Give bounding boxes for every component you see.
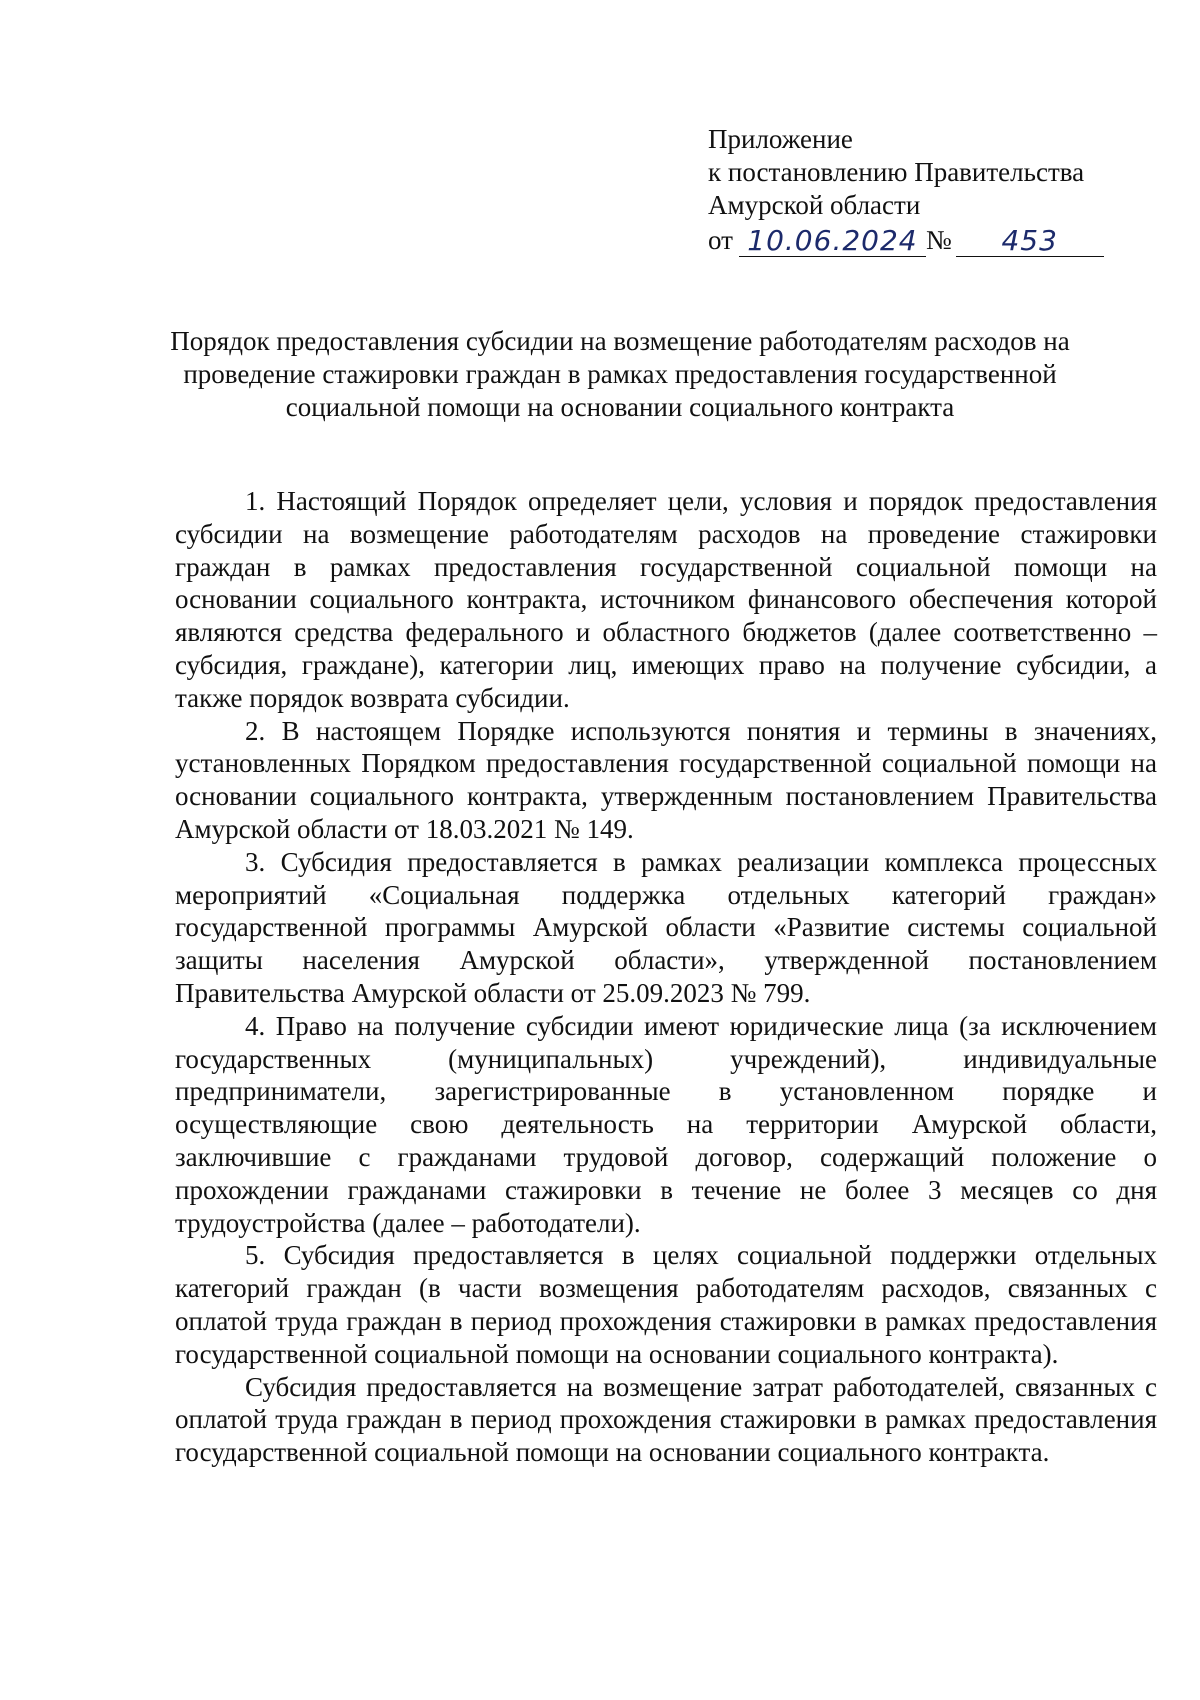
- annex-date-prefix: от: [708, 225, 733, 255]
- paragraph-4: 4. Право на получение субсидии имеют юридические лица (за исключением государственных (муниципальных) учреждений), индивидуальные предприниматели, зарегистрированные в установленном порядке и осуществляющие свою деятельность на территории Амурской области, заключившие с гражданами трудовой договор, содержащий положение о прохождении гражданами стажировки в течение не более 3 месяцев со дня трудоустройства (далее – работодатели).: [175, 1010, 1157, 1238]
- annex-resolution-reference: к постановлению Правительства: [708, 157, 1085, 187]
- annex-number-sign: №: [925, 225, 952, 255]
- annex-header: [708, 123, 1108, 257]
- annex-date-number-line: [708, 224, 1108, 257]
- paragraph-3: 3. Субсидия предоставляется в рамках реализации комплекса процессных мероприятий «Социальная поддержка отдельных категорий граждан» государственной программы Амурской области «Развитие системы социальной защиты населения Амурской области», утвержденной постановлением Правительства Амурской области от 25.09.2023 № 799.: [175, 846, 1157, 1008]
- document-title: Порядок предоставления субсидии на возмещение работодателям расходов на проведение стажировки граждан в рамках предоставления государственной социальной помощи на основании социального контракта: [170, 326, 1070, 422]
- paragraph-5-continuation: Субсидия предоставляется на возмещение затрат работодателей, связанных с оплатой труда граждан в период прохождения стажировки в рамках предоставления государственной социальной помощи на основании социального контракта.: [175, 1371, 1157, 1468]
- annex-label: Приложение: [708, 124, 853, 154]
- handwritten-date: 10.06.2024: [739, 226, 926, 257]
- handwritten-number: 453: [956, 226, 1104, 257]
- document-body: [175, 485, 1157, 1469]
- paragraph-2: 2. В настоящем Порядке используются понятия и термины в значениях, установленных Порядком предоставления государственной социальной помощи на основании социального контракта, утвержденным постановлением Правительства Амурской области от 18.03.2021 № 149.: [175, 715, 1157, 844]
- annex-region: Амурской области: [708, 190, 921, 220]
- paragraph-5: 5. Субсидия предоставляется в целях социальной поддержки отдельных категорий граждан (в части возмещения работодателям расходов, связанных с оплатой труда граждан в период прохождения стажировки в рамках предоставления государственной социальной помощи на основании социального контракта).: [175, 1240, 1157, 1369]
- paragraph-1: 1. Настоящий Порядок определяет цели, условия и порядок предоставления субсидии на возмещение работодателям расходов на проведение стажировки граждан в рамках предоставления государственной социальной помощи на основании социального контракта, источником финансового обеспечения которой являются средства федерального и областного бюджетов (далее соответственно – субсидия, граждане), категории лиц, имеющих право на получение субсидии, а также порядок возврата субсидии.: [175, 486, 1157, 713]
